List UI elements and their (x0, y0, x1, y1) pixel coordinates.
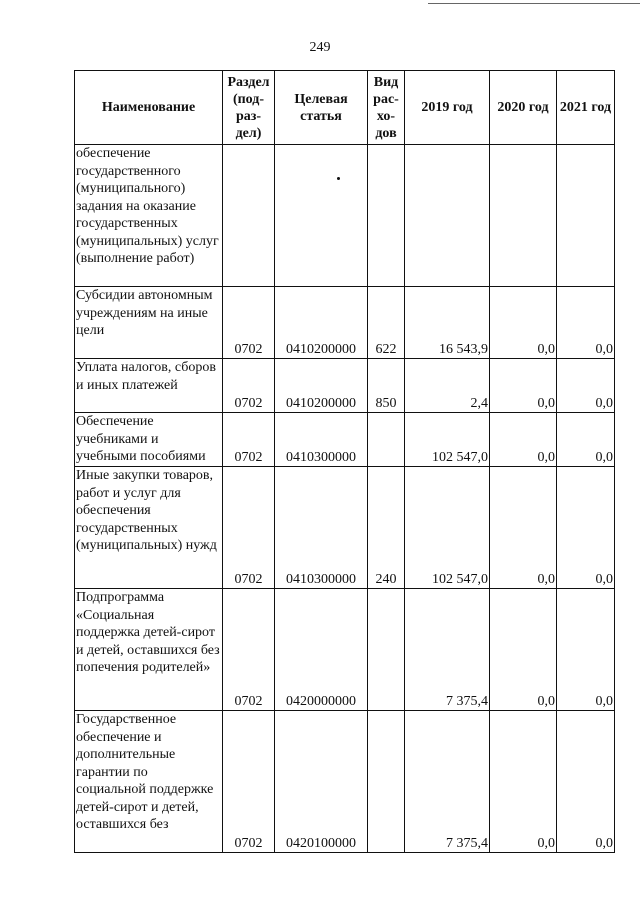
cell-target: 0410200000 (275, 359, 368, 413)
cell-y2021: 0,0 (557, 359, 615, 413)
cell-section (223, 145, 275, 287)
top-rule (428, 3, 640, 4)
header-row (75, 71, 615, 145)
cell-y2020: 0,0 (490, 359, 557, 413)
cell-type: 240 (368, 467, 405, 589)
cell-type (368, 413, 405, 467)
cell-name: Иные закупки товаров, работ и услуг для обеспечения государственных (муниципальных) нужд (75, 467, 223, 589)
cell-section: 0702 (223, 711, 275, 853)
page-number: 249 (309, 40, 331, 55)
cell-y2021: 0,0 (557, 467, 615, 589)
cell-y2021 (557, 145, 615, 287)
cell-name: Государственное обеспечение и дополнительные гарантии по социальной поддержке детей-сирот и детей, оставшихся без (75, 711, 223, 853)
header-2020: 2020 год (490, 71, 557, 145)
cell-target: 0410300000 (275, 413, 368, 467)
header-2021: 2021 год (557, 71, 615, 145)
cell-y2021: 0,0 (557, 413, 615, 467)
header-name: Наименование (75, 71, 223, 145)
cell-type (368, 711, 405, 853)
header-type: Вид рас-хо-дов (368, 71, 405, 145)
cell-name: Подпрограмма «Социальная поддержка детей-сирот и детей, оставшихся без попечения родителей» (75, 589, 223, 711)
table-row (75, 589, 615, 711)
cell-name: Обеспечение учебниками и учебными пособиями (75, 413, 223, 467)
cell-y2020: 0,0 (490, 589, 557, 711)
table-row (75, 413, 615, 467)
cell-target: 0420100000 (275, 711, 368, 853)
cell-type: 850 (368, 359, 405, 413)
table-row (75, 359, 615, 413)
cell-y2019: 102 547,0 (405, 413, 490, 467)
table-row (75, 287, 615, 359)
budget-table (74, 70, 615, 853)
cell-type (368, 589, 405, 711)
header-section: Раздел (под-раз-дел) (223, 71, 275, 145)
cell-section: 0702 (223, 359, 275, 413)
cell-y2019 (405, 145, 490, 287)
header-2019: 2019 год (405, 71, 490, 145)
cell-target (275, 145, 368, 287)
cell-name: обеспечение государственного (муниципального) задания на оказание государственных (муниципальных) услуг (выполнение работ) (75, 145, 223, 287)
cell-y2021: 0,0 (557, 589, 615, 711)
cell-y2021: 0,0 (557, 711, 615, 853)
cell-name: Уплата налогов, сборов и иных платежей (75, 359, 223, 413)
cell-y2020 (490, 145, 557, 287)
cell-type: 622 (368, 287, 405, 359)
cell-y2021: 0,0 (557, 287, 615, 359)
cell-section: 0702 (223, 467, 275, 589)
cell-y2020: 0,0 (490, 711, 557, 853)
cell-section: 0702 (223, 589, 275, 711)
cell-y2020: 0,0 (490, 413, 557, 467)
cell-type (368, 145, 405, 287)
cell-y2019: 2,4 (405, 359, 490, 413)
table-row (75, 467, 615, 589)
cell-y2019: 102 547,0 (405, 467, 490, 589)
cell-target: 0410300000 (275, 467, 368, 589)
cell-name: Субсидии автономным учреждениям на иные цели (75, 287, 223, 359)
table-row (75, 145, 615, 287)
cell-target: 0410200000 (275, 287, 368, 359)
cell-section: 0702 (223, 413, 275, 467)
cell-y2019: 7 375,4 (405, 589, 490, 711)
cell-y2020: 0,0 (490, 467, 557, 589)
cell-y2019: 7 375,4 (405, 711, 490, 853)
cell-target: 0420000000 (275, 589, 368, 711)
cell-y2019: 16 543,9 (405, 287, 490, 359)
cell-section: 0702 (223, 287, 275, 359)
cell-y2020: 0,0 (490, 287, 557, 359)
table-row (75, 711, 615, 853)
header-target: Целевая статья (275, 71, 368, 145)
